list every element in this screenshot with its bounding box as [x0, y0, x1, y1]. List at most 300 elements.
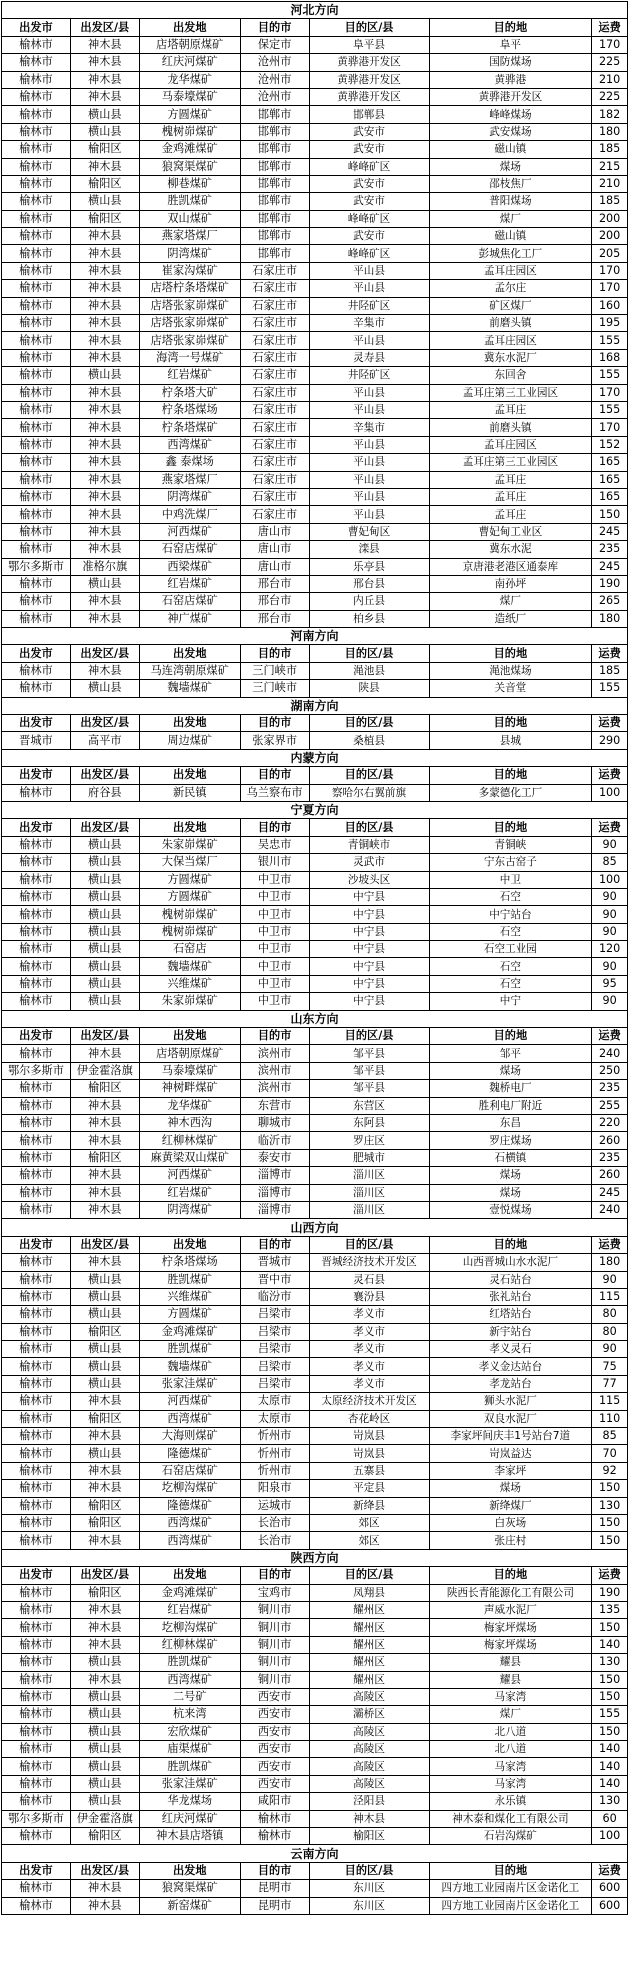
cell-origin-city: 榆林市 [2, 228, 71, 245]
cell-freight: 290 [592, 732, 628, 749]
cell-origin-district: 横山县 [70, 1706, 139, 1723]
cell-destination-city: 淄博市 [240, 1201, 309, 1218]
cell-destination-district: 淄川区 [309, 1201, 429, 1218]
cell-origin-district: 神木县 [70, 1201, 139, 1218]
cell-destination: 东昌 [429, 1115, 592, 1132]
cell-destination-district: 阜平县 [309, 36, 429, 53]
cell-destination-city: 邯郸市 [240, 158, 309, 175]
cell-origin-site: 神木西沟 [139, 1115, 240, 1132]
cell-destination-city: 沧州市 [240, 71, 309, 88]
cell-destination-city: 榆林市 [240, 1810, 309, 1827]
table-row [2, 1514, 628, 1531]
cell-origin-site: 马泰壕煤矿 [139, 1062, 240, 1079]
table-row [2, 1323, 628, 1340]
cell-origin-district: 神木县 [70, 245, 139, 262]
cell-origin-city: 榆林市 [2, 141, 71, 158]
table-row [2, 436, 628, 453]
column-header-destination: 目的地 [429, 819, 592, 836]
cell-destination-district: 中宁县 [309, 975, 429, 992]
cell-destination: 孟耳庄 [429, 488, 592, 505]
cell-destination-district: 平山县 [309, 332, 429, 349]
cell-origin-site: 金鸡滩煤矿 [139, 141, 240, 158]
cell-destination-city: 淄博市 [240, 1184, 309, 1201]
cell-destination-city: 石家庄市 [240, 349, 309, 366]
cell-origin-district: 横山县 [70, 906, 139, 923]
cell-origin-district: 榆阳区 [70, 1584, 139, 1601]
cell-destination-city: 吴忠市 [240, 836, 309, 853]
cell-destination-city: 中卫市 [240, 993, 309, 1010]
cell-destination-district: 邹平县 [309, 1062, 429, 1079]
cell-origin-city: 榆林市 [2, 1723, 71, 1740]
cell-destination: 孝义灵石 [429, 1341, 592, 1358]
cell-destination: 东回舍 [429, 367, 592, 384]
cell-destination-city: 唐山市 [240, 558, 309, 575]
cell-destination-city: 邯郸市 [240, 210, 309, 227]
table-row [2, 54, 628, 71]
table-row [2, 193, 628, 210]
column-header-origin-district: 出发区/县 [70, 645, 139, 662]
cell-freight: 200 [592, 228, 628, 245]
cell-origin-city: 榆林市 [2, 906, 71, 923]
cell-origin-site: 石窑店 [139, 941, 240, 958]
cell-destination: 国防煤场 [429, 54, 592, 71]
column-header-destination-city: 目的市 [240, 1862, 309, 1879]
section-title: 湖南方向 [2, 697, 628, 714]
cell-origin-site: 石窑店煤矿 [139, 1462, 240, 1479]
column-header-destination: 目的地 [429, 1567, 592, 1584]
cell-origin-city: 榆林市 [2, 36, 71, 53]
cell-freight: 100 [592, 1828, 628, 1845]
column-header-origin-site: 出发地 [139, 715, 240, 732]
cell-destination-city: 铜川市 [240, 1654, 309, 1671]
cell-destination-district: 武安市 [309, 175, 429, 192]
cell-destination: 县城 [429, 732, 592, 749]
column-header-row [2, 1028, 628, 1045]
cell-destination-district: 耀州区 [309, 1671, 429, 1688]
cell-origin-site: 圪柳沟煤矿 [139, 1619, 240, 1636]
cell-origin-district: 神木县 [70, 610, 139, 627]
cell-destination-city: 铜川市 [240, 1636, 309, 1653]
cell-origin-site: 神木县店塔镇 [139, 1828, 240, 1845]
cell-origin-district: 横山县 [70, 993, 139, 1010]
cell-origin-site: 神广煤矿 [139, 610, 240, 627]
cell-freight: 185 [592, 141, 628, 158]
cell-origin-site: 西梁煤矿 [139, 558, 240, 575]
cell-destination-district: 柏乡县 [309, 610, 429, 627]
cell-destination-district: 东营区 [309, 1097, 429, 1114]
table-row [2, 993, 628, 1010]
cell-origin-site: 店塔张家峁煤矿 [139, 332, 240, 349]
cell-origin-site: 西湾煤矿 [139, 436, 240, 453]
table-row [2, 419, 628, 436]
column-header-freight: 运费 [592, 819, 628, 836]
cell-freight: 92 [592, 1462, 628, 1479]
cell-destination-city: 沧州市 [240, 88, 309, 105]
table-row [2, 906, 628, 923]
table-row [2, 1828, 628, 1845]
cell-freight: 168 [592, 349, 628, 366]
cell-origin-city: 榆林市 [2, 1514, 71, 1531]
table-row [2, 123, 628, 140]
cell-freight: 170 [592, 419, 628, 436]
cell-origin-district: 神木县 [70, 262, 139, 279]
cell-freight: 600 [592, 1880, 628, 1897]
table-row [2, 836, 628, 853]
cell-origin-district: 横山县 [70, 1793, 139, 1810]
column-header-freight: 运费 [592, 1862, 628, 1879]
cell-freight: 135 [592, 1601, 628, 1618]
cell-destination-city: 忻州市 [240, 1445, 309, 1462]
cell-freight: 165 [592, 488, 628, 505]
cell-destination: 石横镇 [429, 1149, 592, 1166]
table-row [2, 1375, 628, 1392]
column-header-row [2, 819, 628, 836]
cell-freight: 115 [592, 1393, 628, 1410]
cell-destination: 孝龙站台 [429, 1375, 592, 1392]
section-title: 山东方向 [2, 1010, 628, 1027]
cell-origin-district: 神木县 [70, 401, 139, 418]
cell-freight: 245 [592, 523, 628, 540]
cell-destination: 胜利电厂附近 [429, 1097, 592, 1114]
column-header-destination: 目的地 [429, 767, 592, 784]
table-row [2, 88, 628, 105]
cell-origin-district: 横山县 [70, 854, 139, 871]
cell-origin-city: 榆林市 [2, 210, 71, 227]
cell-destination: 马家湾 [429, 1688, 592, 1705]
cell-origin-site: 石窑店煤矿 [139, 593, 240, 610]
cell-freight: 155 [592, 680, 628, 697]
cell-destination-city: 保定市 [240, 36, 309, 53]
cell-destination-district: 淄川区 [309, 1167, 429, 1184]
table-row [2, 158, 628, 175]
cell-origin-district: 横山县 [70, 1271, 139, 1288]
cell-destination: 中宁 [429, 993, 592, 1010]
cell-destination-city: 昆明市 [240, 1897, 309, 1914]
cell-destination: 石空 [429, 923, 592, 940]
section-title-row [2, 1010, 628, 1027]
cell-destination-city: 太原市 [240, 1410, 309, 1427]
cell-freight: 80 [592, 1323, 628, 1340]
cell-origin-site: 马连湾朝原煤矿 [139, 662, 240, 679]
cell-origin-site: 西湾煤矿 [139, 1532, 240, 1549]
cell-origin-district: 榆阳区 [70, 1080, 139, 1097]
cell-origin-site: 柠条塔煤场 [139, 1254, 240, 1271]
cell-origin-district: 横山县 [70, 1758, 139, 1775]
table-row [2, 732, 628, 749]
table-row [2, 1288, 628, 1305]
cell-destination-district: 郊区 [309, 1514, 429, 1531]
cell-destination: 磁山镇 [429, 141, 592, 158]
cell-origin-district: 榆阳区 [70, 1149, 139, 1166]
cell-origin-city: 榆林市 [2, 871, 71, 888]
cell-origin-district: 神木县 [70, 506, 139, 523]
cell-freight: 160 [592, 297, 628, 314]
table-row [2, 1341, 628, 1358]
cell-destination-district: 沙坡头区 [309, 871, 429, 888]
cell-origin-city: 榆林市 [2, 88, 71, 105]
cell-origin-district: 神木县 [70, 332, 139, 349]
cell-destination-district: 灞桥区 [309, 1706, 429, 1723]
cell-destination-city: 铜川市 [240, 1601, 309, 1618]
cell-destination-district: 渑池县 [309, 662, 429, 679]
cell-destination: 新绛煤厂 [429, 1497, 592, 1514]
column-header-origin-district: 出发区/县 [70, 1028, 139, 1045]
cell-origin-site: 红庆河煤矿 [139, 54, 240, 71]
cell-freight: 220 [592, 1115, 628, 1132]
cell-destination: 普阳煤场 [429, 193, 592, 210]
cell-destination: 煤厂 [429, 593, 592, 610]
cell-origin-district: 神木县 [70, 419, 139, 436]
cell-origin-city: 榆林市 [2, 593, 71, 610]
cell-destination-city: 临汾市 [240, 1288, 309, 1305]
cell-destination: 魏桥电厂 [429, 1080, 592, 1097]
cell-destination-city: 石家庄市 [240, 454, 309, 471]
cell-destination-district: 乐亭县 [309, 558, 429, 575]
column-header-destination: 目的地 [429, 1862, 592, 1879]
cell-origin-district: 横山县 [70, 871, 139, 888]
cell-destination: 孟耳庄 [429, 471, 592, 488]
cell-destination-city: 唐山市 [240, 541, 309, 558]
cell-origin-city: 榆林市 [2, 123, 71, 140]
cell-origin-city: 榆林市 [2, 315, 71, 332]
cell-destination-district: 耀州区 [309, 1619, 429, 1636]
cell-destination: 声威水泥厂 [429, 1601, 592, 1618]
cell-destination: 南孙坪 [429, 575, 592, 592]
cell-freight: 255 [592, 1097, 628, 1114]
cell-destination-district: 罗庄区 [309, 1132, 429, 1149]
cell-freight: 245 [592, 1184, 628, 1201]
cell-destination: 孟耳庄园区 [429, 332, 592, 349]
cell-origin-city: 榆林市 [2, 662, 71, 679]
cell-destination-city: 石家庄市 [240, 471, 309, 488]
cell-destination: 神木泰和煤化工有限公司 [429, 1810, 592, 1827]
cell-origin-city: 榆林市 [2, 1201, 71, 1218]
table-row [2, 1184, 628, 1201]
cell-freight: 130 [592, 1497, 628, 1514]
cell-destination: 煤场 [429, 1167, 592, 1184]
cell-destination-district: 灵武市 [309, 854, 429, 871]
cell-origin-city: 榆林市 [2, 1323, 71, 1340]
cell-destination-district: 新绛县 [309, 1497, 429, 1514]
cell-destination: 黄骅港开发区 [429, 88, 592, 105]
cell-origin-district: 横山县 [70, 975, 139, 992]
cell-destination-city: 长治市 [240, 1532, 309, 1549]
cell-origin-city: 榆林市 [2, 1828, 71, 1845]
cell-origin-city: 榆林市 [2, 784, 71, 801]
cell-destination: 关音堂 [429, 680, 592, 697]
cell-destination-district: 东川区 [309, 1880, 429, 1897]
cell-freight: 95 [592, 975, 628, 992]
cell-origin-district: 府谷县 [70, 784, 139, 801]
column-header-origin-district: 出发区/县 [70, 1567, 139, 1584]
column-header-row [2, 1567, 628, 1584]
cell-destination: 曹妃甸工业区 [429, 523, 592, 540]
cell-destination-city: 石家庄市 [240, 436, 309, 453]
cell-destination: 李家坪间庆丰1号站台7道 [429, 1428, 592, 1445]
cell-destination-city: 邢台市 [240, 610, 309, 627]
cell-freight: 60 [592, 1810, 628, 1827]
cell-destination-district: 五寨县 [309, 1462, 429, 1479]
cell-origin-city: 榆林市 [2, 158, 71, 175]
cell-destination-district: 辛集市 [309, 419, 429, 436]
table-row [2, 228, 628, 245]
cell-origin-city: 榆林市 [2, 1410, 71, 1427]
cell-destination: 耀县 [429, 1654, 592, 1671]
table-row [2, 923, 628, 940]
cell-destination: 峰峰煤场 [429, 106, 592, 123]
cell-destination-city: 西安市 [240, 1775, 309, 1792]
cell-freight: 265 [592, 593, 628, 610]
cell-origin-site: 海湾一号煤矿 [139, 349, 240, 366]
cell-freight: 260 [592, 1132, 628, 1149]
table-row [2, 523, 628, 540]
table-row [2, 1115, 628, 1132]
cell-destination: 陕西长青能源化工有限公司 [429, 1584, 592, 1601]
cell-origin-site: 河西煤矿 [139, 1393, 240, 1410]
column-header-origin-city: 出发市 [2, 1028, 71, 1045]
table-row [2, 1062, 628, 1079]
table-row [2, 1045, 628, 1062]
column-header-origin-district: 出发区/县 [70, 819, 139, 836]
cell-origin-city: 榆林市 [2, 1480, 71, 1497]
cell-destination-district: 平山县 [309, 471, 429, 488]
cell-origin-city: 榆林市 [2, 71, 71, 88]
cell-origin-city: 榆林市 [2, 106, 71, 123]
cell-origin-district: 神木县 [70, 384, 139, 401]
table-row [2, 575, 628, 592]
cell-freight: 85 [592, 854, 628, 871]
cell-destination-city: 石家庄市 [240, 332, 309, 349]
cell-destination-district: 孝义市 [309, 1306, 429, 1323]
cell-destination: 石空 [429, 975, 592, 992]
cell-destination: 京唐港老港区通泰库 [429, 558, 592, 575]
column-header-destination: 目的地 [429, 715, 592, 732]
cell-origin-site: 马泰壕煤矿 [139, 88, 240, 105]
cell-origin-city: 榆林市 [2, 1758, 71, 1775]
cell-destination-district: 平山县 [309, 280, 429, 297]
cell-origin-site: 龙华煤矿 [139, 1097, 240, 1114]
cell-destination-district: 平山县 [309, 454, 429, 471]
table-row [2, 1410, 628, 1427]
cell-origin-city: 榆林市 [2, 993, 71, 1010]
column-header-destination: 目的地 [429, 645, 592, 662]
cell-origin-site: 西湾煤矿 [139, 1671, 240, 1688]
cell-destination-district: 太原经济技术开发区 [309, 1393, 429, 1410]
column-header-origin-city: 出发市 [2, 1236, 71, 1253]
cell-destination-district: 邢台县 [309, 575, 429, 592]
cell-origin-site: 胜凯煤矿 [139, 1271, 240, 1288]
cell-destination-city: 铜川市 [240, 1619, 309, 1636]
cell-origin-district: 榆阳区 [70, 1828, 139, 1845]
column-header-destination-city: 目的市 [240, 19, 309, 36]
cell-destination-city: 沧州市 [240, 54, 309, 71]
cell-origin-site: 中鸡洗煤厂 [139, 506, 240, 523]
cell-freight: 190 [592, 1584, 628, 1601]
cell-destination-city: 滨州市 [240, 1045, 309, 1062]
column-header-origin-city: 出发市 [2, 819, 71, 836]
table-row [2, 1462, 628, 1479]
cell-origin-site: 狼窝渠煤矿 [139, 1880, 240, 1897]
cell-destination-district: 高陵区 [309, 1723, 429, 1740]
cell-origin-site: 金鸡滩煤矿 [139, 1323, 240, 1340]
table-row [2, 1723, 628, 1740]
cell-origin-city: 榆林市 [2, 1045, 71, 1062]
column-header-origin-site: 出发地 [139, 819, 240, 836]
cell-freight: 215 [592, 158, 628, 175]
cell-origin-district: 横山县 [70, 367, 139, 384]
table-row [2, 593, 628, 610]
column-header-row [2, 1236, 628, 1253]
cell-origin-site: 阴湾煤矿 [139, 1201, 240, 1218]
table-row [2, 1532, 628, 1549]
cell-destination: 造纸厂 [429, 610, 592, 627]
cell-origin-city: 榆林市 [2, 1132, 71, 1149]
column-header-destination-district: 目的区/县 [309, 1567, 429, 1584]
cell-freight: 90 [592, 993, 628, 1010]
cell-freight: 240 [592, 1201, 628, 1218]
cell-destination-district: 中宁县 [309, 993, 429, 1010]
cell-origin-site: 红岩煤矿 [139, 367, 240, 384]
cell-destination: 彭城焦化工厂 [429, 245, 592, 262]
cell-freight: 155 [592, 1706, 628, 1723]
cell-origin-site: 槐树峁煤矿 [139, 906, 240, 923]
column-header-origin-city: 出发市 [2, 1567, 71, 1584]
cell-origin-district: 榆阳区 [70, 210, 139, 227]
cell-destination: 冀东水泥厂 [429, 349, 592, 366]
cell-destination-district: 中宁县 [309, 888, 429, 905]
cell-destination-city: 忻州市 [240, 1428, 309, 1445]
cell-destination: 煤场 [429, 1184, 592, 1201]
column-header-row [2, 715, 628, 732]
table-row [2, 1706, 628, 1723]
cell-destination-district: 孝义市 [309, 1323, 429, 1340]
cell-origin-district: 准格尔旗 [70, 558, 139, 575]
cell-destination-city: 吕梁市 [240, 1358, 309, 1375]
cell-destination: 孟耳庄 [429, 506, 592, 523]
table-row [2, 401, 628, 418]
cell-destination-city: 吕梁市 [240, 1341, 309, 1358]
cell-freight: 165 [592, 454, 628, 471]
cell-destination-city: 邢台市 [240, 593, 309, 610]
cell-destination-district: 耀州区 [309, 1654, 429, 1671]
table-row [2, 610, 628, 627]
cell-destination-district: 泾阳县 [309, 1793, 429, 1810]
section-title-row [2, 749, 628, 766]
cell-destination-city: 乌兰察布市 [240, 784, 309, 801]
cell-destination-district: 青铜峡市 [309, 836, 429, 853]
cell-origin-city: 榆林市 [2, 1775, 71, 1792]
cell-origin-district: 神木县 [70, 1636, 139, 1653]
table-row [2, 1358, 628, 1375]
cell-destination-district: 黄骅港开发区 [309, 88, 429, 105]
cell-origin-site: 杭来湾 [139, 1706, 240, 1723]
cell-destination: 孟尔庄 [429, 280, 592, 297]
cell-origin-city: 榆林市 [2, 1097, 71, 1114]
table-row [2, 958, 628, 975]
cell-origin-city: 榆林市 [2, 975, 71, 992]
cell-freight: 180 [592, 123, 628, 140]
cell-origin-site: 方圆煤矿 [139, 888, 240, 905]
cell-destination-city: 西安市 [240, 1723, 309, 1740]
cell-origin-site: 神树畔煤矿 [139, 1080, 240, 1097]
cell-origin-city: 榆林市 [2, 1115, 71, 1132]
cell-destination: 狮头水泥厂 [429, 1393, 592, 1410]
cell-freight: 130 [592, 1654, 628, 1671]
cell-origin-district: 横山县 [70, 106, 139, 123]
cell-origin-site: 红岩煤矿 [139, 1601, 240, 1618]
column-header-origin-city: 出发市 [2, 715, 71, 732]
cell-freight: 235 [592, 1149, 628, 1166]
